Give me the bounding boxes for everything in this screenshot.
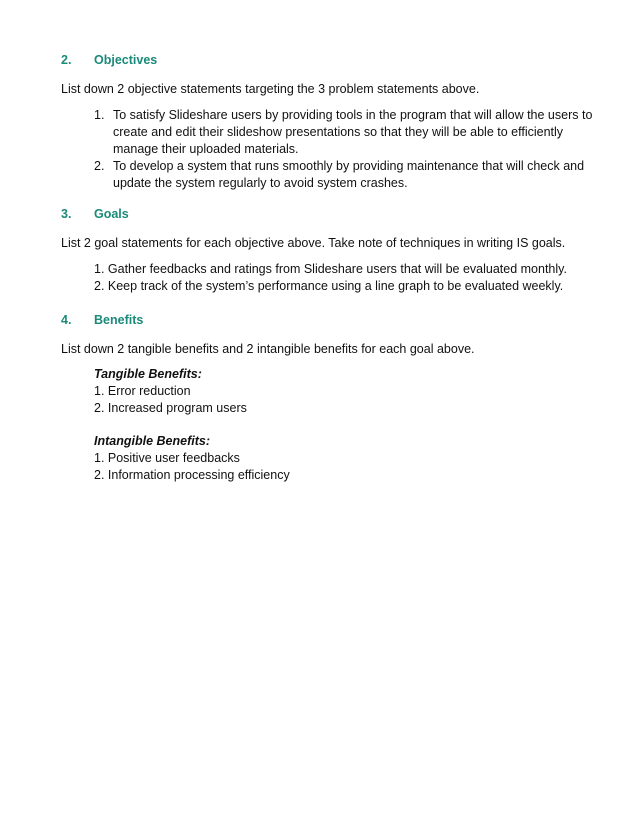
objectives-list <box>94 107 604 192</box>
section-heading-objectives <box>61 53 157 67</box>
list-item <box>94 107 604 158</box>
section-number: 3. <box>61 207 72 221</box>
section-intro-goals: List 2 goal statements for each objective above. Take note of techniques in writing IS goals. <box>61 236 566 250</box>
list-item-text: To develop a system that runs smoothly by providing maintenance that will check and update the system regularly to avoid system crashes. <box>113 159 585 190</box>
list-item <box>94 158 604 192</box>
intangible-benefit-item: 1. Positive user feedbacks <box>94 451 240 465</box>
list-item-text: To satisfy Slideshare users by providing tools in the program that will allow the users to create and edit their slideshow presentations so that they will be able to efficiently manage their uploaded materials. <box>113 108 593 156</box>
section-intro-objectives: List down 2 objective statements targeting the 3 problem statements above. <box>61 82 480 96</box>
section-title: Goals <box>94 207 129 221</box>
goal-item: 2. Keep track of the system’s performance using a line graph to be evaluated weekly. <box>94 279 564 293</box>
intangible-benefit-item: 2. Information processing efficiency <box>94 468 290 482</box>
intangible-benefits-heading: Intangible Benefits: <box>94 434 210 448</box>
section-number: 4. <box>61 313 72 327</box>
section-number: 2. <box>61 53 72 67</box>
section-title: Benefits <box>94 313 144 327</box>
goal-item: 1. Gather feedbacks and ratings from Slideshare users that will be evaluated monthly. <box>94 262 567 276</box>
list-marker: 2. <box>94 159 105 173</box>
section-heading-goals <box>61 207 129 221</box>
section-intro-benefits: List down 2 tangible benefits and 2 intangible benefits for each goal above. <box>61 342 475 356</box>
tangible-benefit-item: 1. Error reduction <box>94 384 191 398</box>
section-title: Objectives <box>94 53 158 67</box>
section-heading-benefits <box>61 313 143 327</box>
tangible-benefits-heading: Tangible Benefits: <box>94 367 202 381</box>
tangible-benefit-item: 2. Increased program users <box>94 401 247 415</box>
list-marker: 1. <box>94 108 105 122</box>
